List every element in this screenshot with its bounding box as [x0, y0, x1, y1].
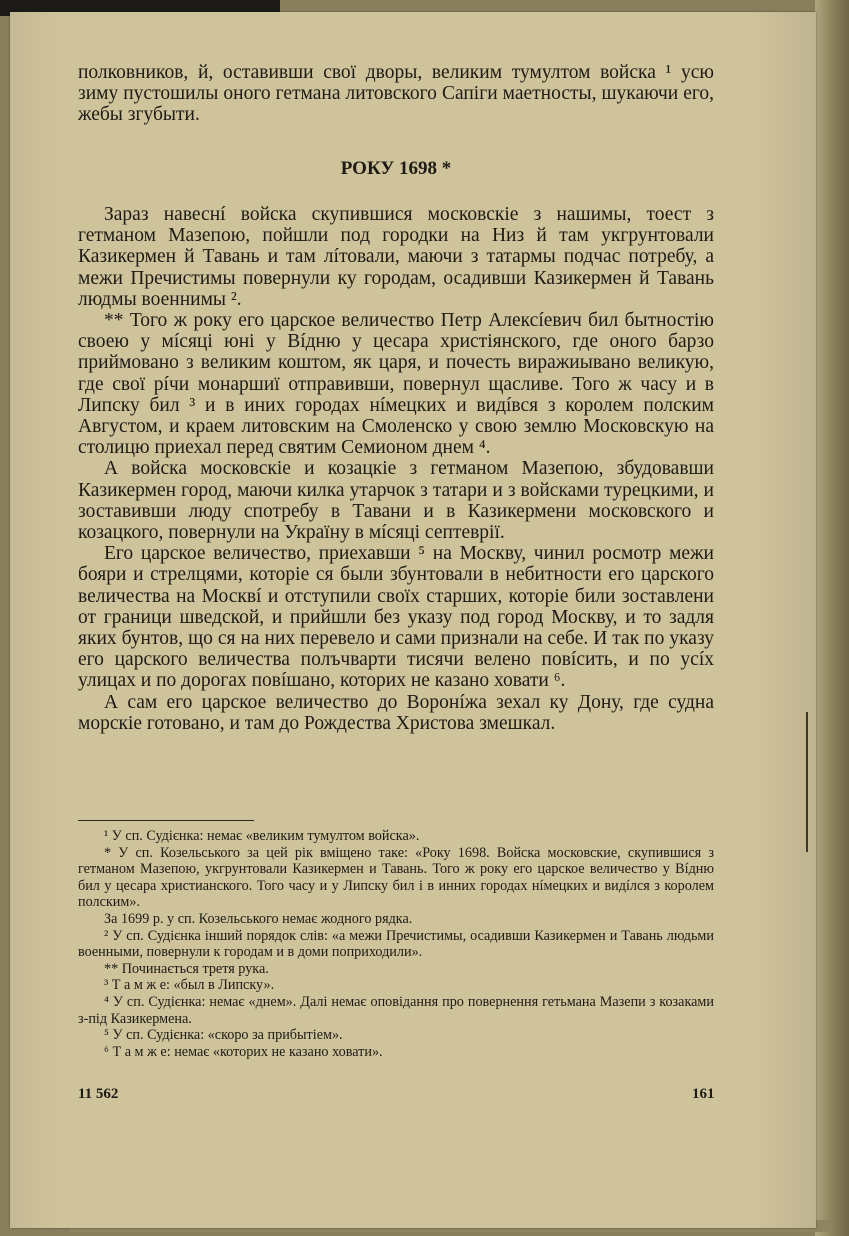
main-body — [78, 204, 714, 734]
page-number: 161 — [692, 1086, 715, 1102]
body-paragraph: ** Того ж року его царское величество Петр Алексíевич бил бытностію своею у мíсяці юні у Вíдню у цесара христіянского, где оного барзо приймовано з великим коштом, як царя, и почесть виражиывано великую, где свої рíчи монаршиї отправивши, повернул щасливе. Того ж часу и в Липску бил ³ и в иних городах нíмецких и видíвся з королем полским Августом, и краем литовским на Смоленско у свою землю Московскую на столицю приехал перед святим Семионом днем ⁴. — [78, 310, 714, 459]
footnote: ⁶ Т а м ж е: немає «которих не казано ховати». — [104, 1043, 383, 1060]
footnote: ⁵ У сп. Судієнка: «скоро за прибытіем». — [104, 1027, 343, 1044]
footnote: ³ Т а м ж е: «был в Липску». — [104, 977, 275, 994]
footnote: ** Починається третя рука. — [104, 960, 269, 977]
book-edge — [815, 0, 849, 1236]
top-paragraph: полковников, й, оставивши свої дворы, великим тумултом войска ¹ усю зиму пустошилы оного гетмана литовского Сапіги маетносты, шукаючи его, жебы згубыти. — [78, 62, 714, 126]
main-text-top — [78, 62, 714, 126]
footnote: ⁴ У сп. Судієнка: немає «днем». Далі немає оповідання про повернення гетьмана Мазепи з козаками з-під Казикермена. — [78, 993, 714, 1027]
body-paragraph: Зараз навеснí войска скупившися московскіе з нашимы, тоест з гетманом Мазепою, пойшли под городки на Низ й там укгрунтовали Казикермен й Тавань и там лíтовали, маючи з татармы подчас потребу, а межи Пречистимы повернули ку городам, осадивши Казикермен й Тавань людмы военнимы ². — [78, 204, 714, 310]
section-heading-block — [78, 158, 714, 179]
footnote-rule — [78, 820, 254, 821]
section-heading: РОКУ 1698 * — [340, 158, 452, 179]
signature-mark: 11 562 — [78, 1086, 119, 1102]
margin-mark — [806, 712, 808, 852]
body-paragraph: Его царское величество, приехавши ⁵ на Москву, чинил росмотр межи бояри и стрелцями, которіе ся были збунтовали в небитности его царского величества на Москвí и отступили своïх старших, которіе били зоставлени от граници шведской, и прийшли без указу под город Москву, и то задля яких бунтов, що ся на них перевело и сами признали на себе. И так по указу его царского величества полъчварти тисячи велено повíсить, и по усíх улицах и по дорогах повíшано, которих не казано ховати ⁶. — [78, 543, 714, 692]
footnote: * У сп. Козельського за цей рік вміщено таке: «Року 1698. Войска московские, скупившися з гетманом Мазепою, укгрунтовали Казикермен и Тавань. Того ж року его царское величество у Вíдню бил у цесара христианского. Того часу и у Липску бил і в инних городах нíмецких и видíлся з королем полским». — [78, 844, 714, 911]
body-paragraph: А войска московскіе и козацкіе з гетманом Мазепою, збудовавши Казикермен город, маючи килка утарчок з татари и з войсками турецкими, и зоставивши люду спотребу в Тавани и в Казикермени московского и козацкого, повернули на Украïну в мíсяці септеврії. — [78, 458, 714, 544]
footnote: За 1699 р. у сп. Козельського немає жодного рядка. — [104, 910, 413, 927]
footnote: ² У сп. Судієнка інший порядок слів: «а межи Пречистимы, осадивши Казикермен и Тавань людьми военными, повернули к городам и в доми поприходили». — [78, 927, 714, 961]
footnotes — [78, 828, 714, 1060]
footnote: ¹ У сп. Судієнка: немає «великим тумултом войска». — [104, 828, 420, 844]
body-paragraph: А сам его царское величество до Воронíжа зехал ку Дону, где судна морскіе готовано, и там до Рождества Христова змешкал. — [78, 691, 714, 734]
